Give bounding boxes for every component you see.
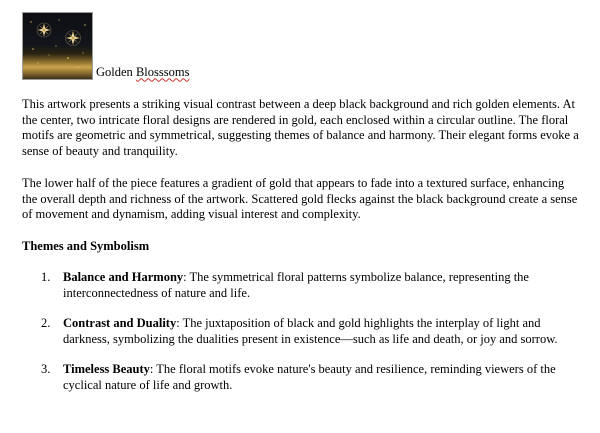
floral-motif-right-icon [66, 31, 81, 46]
list-item-text: : The symmetrical floral patterns symbolize balance, representing the interconnectedness of nature and life. [63, 270, 529, 300]
list-item-number: 3. [41, 362, 51, 376]
title-prefix: Golden [96, 64, 136, 79]
list-item [22, 270, 582, 301]
paragraph-gradient: The lower half of the piece features a gradient of gold that appears to fade into a textured surface, enhancing the overall depth and richness of the artwork. Scattered gold flecks against the black background create a sense of movement and dynamism, adding visual interest and complexity. [22, 176, 578, 221]
section-heading: Themes and Symbolism [22, 238, 150, 253]
list-item-text: : The juxtaposition of black and gold highlights the interplay of light and darkness, symbolizing the dualities present in existence—such as life and death, or joy and sorrow. [63, 316, 558, 346]
floral-motif-left-icon [37, 23, 51, 37]
list-item-number: 1. [41, 270, 51, 284]
list-item-term: Balance and Harmony [63, 270, 184, 284]
artwork-thumbnail[interactable] [22, 12, 93, 80]
list-item-term: Timeless Beauty [63, 362, 150, 376]
document-header [22, 10, 582, 80]
list-item [22, 316, 582, 347]
document-page [22, 10, 582, 408]
themes-list [22, 270, 582, 393]
title-misspelled-word[interactable]: Blosssoms [135, 64, 190, 79]
list-item-number: 2. [41, 316, 51, 330]
list-item-text: : The floral motifs evoke nature's beauty and resilience, reminding viewers of the cyclical nature of life and growth. [63, 362, 556, 392]
document-title [96, 65, 189, 81]
list-item-term: Contrast and Duality [63, 316, 177, 330]
list-item [22, 362, 582, 393]
paragraph-intro: This artwork presents a striking visual contrast between a deep black background and rich golden elements. At the center, two intricate floral designs are rendered in gold, each enclosed within a circular outline. The floral motifs are geometric and symmetrical, suggesting themes of balance and harmony. Their elegant forms evoke a sense of beauty and tranquility. [22, 97, 579, 158]
gold-floral-artwork-icon [23, 13, 93, 80]
gold-flecks-icon [30, 19, 85, 67]
